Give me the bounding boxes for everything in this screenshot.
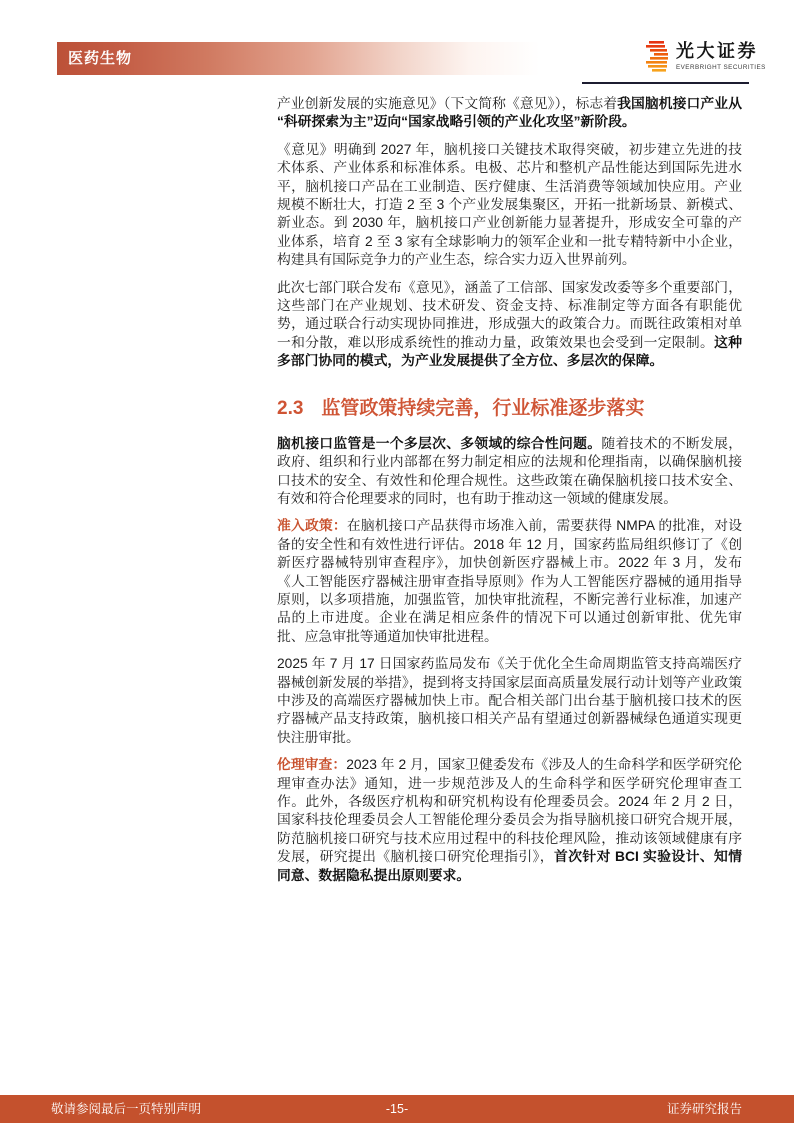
category-banner	[57, 42, 560, 75]
body-paragraph	[277, 95, 742, 132]
paragraph-text: 2023 年 2 月，国家卫健委发布《涉及人的生命科学和医学研究伦理审查办法》通知，进一步规范涉及人的生命科学和医学研究伦理审查工作。此外，各级医疗机构和研究机构设有伦理委员会。2024 年 2 月 2 日，国家科技伦理委员会人工智能伦理分委员会为指导脑机接口研究合规开展，防范脑机接口研究与技术应用过程中的科技伦理风险，推动该领域健康有序发展，研究提出《脑机接口研究伦理指引》，	[277, 757, 743, 865]
paragraph-text-bold: 脑机接口监管是一个多层次、多领域的综合性问题。	[277, 435, 602, 451]
paragraph-text-bold: 首次针对 BCI 实验设计、知情同意、数据隐私提出原则要求。	[277, 849, 742, 883]
section-number: 2.3	[277, 397, 304, 419]
paragraph-text: 此次七部门联合发布《意见》，涵盖了工信部、国家发改委等多个重要部门，这些部门在产业规划、技术研发、资金支持、标准制定等方面各有职能优势，通过联合行动实现协同推进，形成强大的政策合力。而既往政策相对单一和分散，难以形成系统性的推动力量，政策效果也会受到一定限制。	[277, 279, 742, 350]
paragraph-text-bold: 我国脑机接口产业从“科研探索为主”迈向“国家战略引领的产业化攻坚”新阶段。	[277, 96, 742, 130]
paragraph-text: 随着技术的不断发展，政府、组织和行业内部都在努力制定相应的法规和伦理指南，以确保脑机接口技术的安全、有效性和伦理合规性。这些政策在确保脑机接口技术安全、有效和符合伦理要求的同时，也有助于推动这一领域的健康发展。	[277, 435, 743, 506]
body-paragraph	[277, 517, 742, 646]
inline-label: 伦理审查：	[277, 757, 347, 773]
paragraph-text: 2025 年 7 月 17 日国家药监局发布《关于优化全生命周期监管支持高端医疗器械创新发展的举措》，提到将支持国家层面高质量发展行动计划等产业政策中涉及的高端医疗器械加快上市。配合相关部门出台基于脑机接口技术的医疗器械产品支持政策，脑机接口相关产品有望通过创新器械绿色通道实现更快注册审批。	[277, 656, 742, 745]
category-label: 医药生物	[68, 50, 133, 67]
body-paragraph	[277, 279, 742, 371]
body-paragraph	[277, 141, 742, 270]
brand-name-en: EVERBRIGHT SECURITIES	[676, 64, 766, 71]
footer-disclaimer: 敬请参阅最后一页特别声明	[51, 1102, 202, 1116]
header-divider	[582, 82, 749, 84]
paragraph-text: 产业创新发展的实施意见》（下文简称《意见》），标志着	[277, 96, 618, 111]
body-paragraph	[277, 756, 742, 885]
body-paragraph	[277, 435, 742, 509]
brand-logo	[646, 40, 766, 82]
everbright-logo-icon	[646, 40, 670, 82]
brand-name-cn: 光大证券	[676, 41, 758, 61]
paragraph-text: 在脑机接口产品获得市场准入前，需要获得 NMPA 的批准，对设备的安全性和有效性进行评估。2018 年 12 月，国家药监局组织修订了《创新医疗器械特别审查程序》，加快创新医疗器械上市。2022 年 3 月，发布《人工智能医疗器械注册审查指导原则》作为人工智能医疗器械的通用指导原则，以多项措施，加强监管，加快审批流程，不断完善行业标准，加速产品的上市进度。企业在满足相应条件的情况下可以通过创新审批、优先审批、应急审批等通道加快审批进程。	[277, 518, 743, 644]
body-paragraph	[277, 655, 742, 747]
section-title: 监管政策持续完善，行业标准逐步落实	[321, 397, 645, 419]
report-body	[277, 95, 742, 894]
section-heading	[277, 395, 742, 422]
paragraph-text-bold: 这种多部门协同的模式，为产业发展提供了全方位、多层次的保障。	[277, 334, 743, 369]
inline-label: 准入政策：	[277, 518, 347, 534]
paragraph-text: 《意见》明确到 2027 年，脑机接口关键技术取得突破，初步建立先进的技术体系、产业体系和标准体系。电极、芯片和整机产品性能达到国际先进水平，脑机接口产品在工业制造、医疗健康、生活消费等领域加快应用。产业规模不断壮大，打造 2 至 3 个产业发展集聚区，开拓一批新场景、新模式、新业态。到 2030 年，脑机接口产业创新能力显著提升，形成安全可靠的产业体系，培育 2 至 3 家有全球影响力的领军企业和一批专精特新中小企业，构建具有国际竞争力的产业生态，综合实力迈入世界前列。	[277, 141, 742, 268]
footer-bar	[0, 1095, 794, 1123]
footer-report-type: 证券研究报告	[666, 1102, 742, 1116]
brand-name	[676, 40, 766, 71]
footer-page-number: -15-	[385, 1102, 409, 1116]
